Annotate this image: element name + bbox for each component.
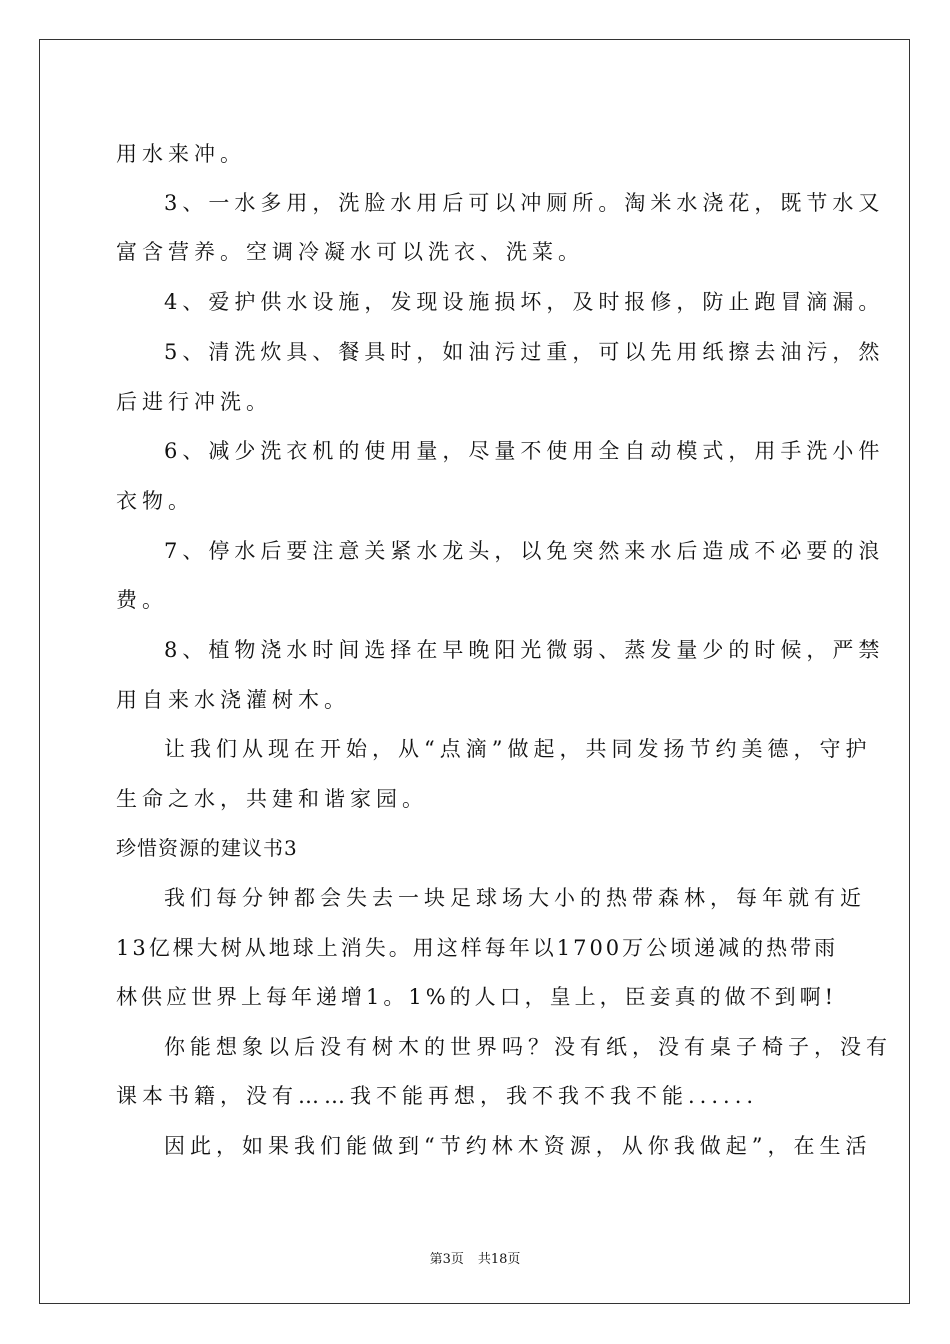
page-footer xyxy=(0,1248,950,1267)
text-line: 因此，如果我们能做到“节约林木资源，从你我做起”，在生活 xyxy=(164,1134,872,1158)
text-line: 用自来水浇灌树木。 xyxy=(116,688,350,712)
text-line: 费。 xyxy=(116,588,168,612)
section-heading: 珍惜资源的建议书3 xyxy=(116,836,298,860)
text-line: 3、一水多用，洗脸水用后可以冲厕所。淘米水浇花，既节水又 xyxy=(164,191,885,215)
text-line: 7、停水后要注意关紧水龙头，以免突然来水后造成不必要的浪 xyxy=(164,539,885,563)
text-line: 让我们从现在开始，从“点滴”做起，共同发扬节约美德，守护 xyxy=(164,737,872,761)
text-line: 富含营养。空调冷凝水可以洗衣、洗菜。 xyxy=(116,240,584,264)
text-line: 4、爱护供水设施，发现设施损坏，及时报修，防止跑冒滴漏。 xyxy=(164,290,885,314)
text-line: 生命之水，共建和谐家园。 xyxy=(116,787,428,811)
text-line: 衣物。 xyxy=(116,489,194,513)
text-line: 后进行冲洗。 xyxy=(116,390,272,414)
text-line: 你能想象以后没有树木的世界吗？没有纸，没有桌子椅子，没有 xyxy=(164,1035,892,1059)
page-total: 共18页 xyxy=(477,1252,521,1267)
text-line: 我们每分钟都会失去一块足球场大小的热带森林，每年就有近 xyxy=(164,886,866,910)
text-line: 6、减少洗衣机的使用量，尽量不使用全自动模式，用手洗小件 xyxy=(164,439,885,463)
page-frame xyxy=(39,39,910,1304)
text-line: 13亿棵大树从地球上消失。用这样每年以1700万公顷递减的热带雨 xyxy=(116,936,839,960)
text-line: 用水来冲。 xyxy=(116,142,246,166)
page-number: 第3页 xyxy=(429,1252,464,1267)
text-line: 5、清洗炊具、餐具时，如油污过重，可以先用纸擦去油污，然 xyxy=(164,340,885,364)
text-line: 林供应世界上每年递增1。1%的人口，皇上，臣妾真的做不到啊! xyxy=(116,985,838,1009)
text-line: 8、植物浇水时间选择在早晚阳光微弱、蒸发量少的时候，严禁 xyxy=(164,638,885,662)
text-line: 课本书籍，没有……我不能再想，我不我不我不能...... xyxy=(116,1084,759,1108)
